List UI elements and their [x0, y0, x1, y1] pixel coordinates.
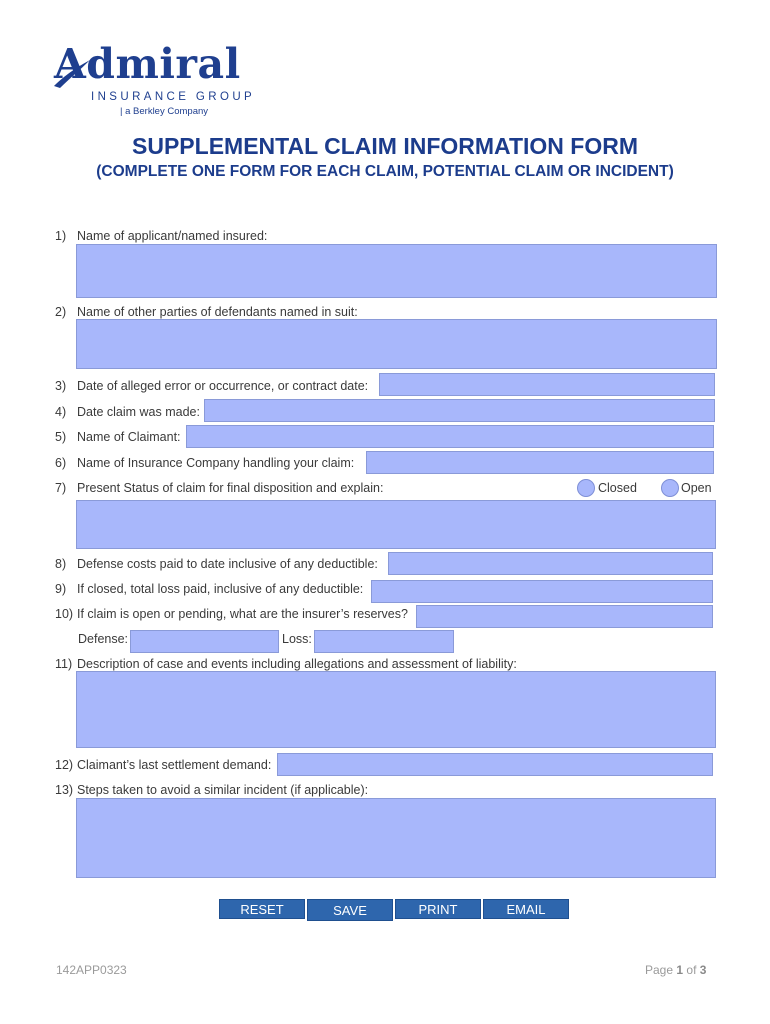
q8-number: 8) — [55, 557, 67, 571]
settlement-demand-field[interactable] — [277, 753, 713, 776]
q2-label: Name of other parties of defendants named in suit: — [77, 305, 358, 319]
logo-subtitle: INSURANCE GROUP — [91, 91, 256, 103]
q3-number: 3) — [55, 379, 67, 393]
claimant-name-field[interactable] — [186, 425, 714, 448]
reset-button[interactable]: RESET — [219, 899, 305, 919]
defense-costs-field[interactable] — [388, 552, 713, 575]
defense-label: Defense: — [78, 632, 129, 646]
logo-tagline: | a Berkley Company — [120, 106, 209, 117]
form-subtitle: (COMPLETE ONE FORM FOR EACH CLAIM, POTENTIAL CLAIM OR INCIDENT) — [96, 163, 674, 180]
loss-label: Loss: — [282, 632, 312, 646]
q3-label: Date of alleged error or occurrence, or contract date: — [77, 379, 369, 393]
status-closed-label: Closed — [598, 481, 637, 495]
q7-label: Present Status of claim for final disposition and explain: — [77, 481, 384, 495]
q13-number: 13) — [55, 783, 74, 797]
save-button[interactable]: SAVE — [307, 899, 393, 921]
q6-number: 6) — [55, 456, 67, 470]
q6-label: Name of Insurance Company handling your claim: — [77, 456, 355, 470]
status-explain-field[interactable] — [76, 500, 716, 549]
q11-label: Description of case and events including allegations and assessment of liability: — [77, 657, 517, 671]
case-description-field[interactable] — [76, 671, 716, 748]
company-logo: Admiral — [54, 40, 241, 88]
q9-number: 9) — [55, 582, 67, 596]
q5-label: Name of Claimant: — [77, 430, 181, 444]
other-parties-field[interactable] — [76, 319, 717, 369]
form-code: 142APP0323 — [56, 963, 127, 977]
q10-number: 10) — [55, 607, 74, 621]
q2-number: 2) — [55, 305, 67, 319]
status-open-radio[interactable] — [661, 479, 679, 497]
email-button[interactable]: EMAIL — [483, 899, 569, 919]
insurance-company-field[interactable] — [366, 451, 714, 474]
status-closed-radio[interactable] — [577, 479, 595, 497]
total-loss-field[interactable] — [371, 580, 713, 603]
q5-number: 5) — [55, 430, 67, 444]
q12-label: Claimant’s last settlement demand: — [77, 758, 272, 772]
q8-label: Defense costs paid to date inclusive of any deductible: — [77, 557, 378, 571]
loss-reserve-field[interactable] — [314, 630, 454, 653]
print-button[interactable]: PRINT — [395, 899, 481, 919]
reserves-field[interactable] — [416, 605, 713, 628]
page-total: 3 — [699, 963, 707, 977]
q9-label: If closed, total loss paid, inclusive of any deductible: — [77, 582, 364, 596]
q1-number: 1) — [55, 229, 67, 243]
q11-number: 11) — [55, 657, 73, 671]
q1-label: Name of applicant/named insured: — [77, 229, 268, 243]
page-indicator — [645, 963, 706, 977]
q13-label: Steps taken to avoid a similar incident (if applicable): — [77, 783, 369, 797]
q10-label: If claim is open or pending, what are the insurer’s reserves? — [77, 607, 408, 621]
q4-number: 4) — [55, 405, 67, 419]
defense-reserve-field[interactable] — [130, 630, 279, 653]
q7-number: 7) — [55, 481, 67, 495]
q4-label: Date claim was made: — [77, 405, 200, 419]
error-date-field[interactable] — [379, 373, 715, 396]
q12-number: 12) — [55, 758, 74, 772]
prevention-steps-field[interactable] — [76, 798, 716, 878]
page-of: of — [686, 963, 697, 977]
page-prefix: Page — [645, 963, 674, 977]
claim-date-field[interactable] — [204, 399, 715, 422]
status-open-label: Open — [681, 481, 712, 495]
applicant-name-field[interactable] — [76, 244, 717, 298]
page-current: 1 — [676, 963, 684, 977]
form-title: SUPPLEMENTAL CLAIM INFORMATION FORM — [132, 133, 638, 159]
